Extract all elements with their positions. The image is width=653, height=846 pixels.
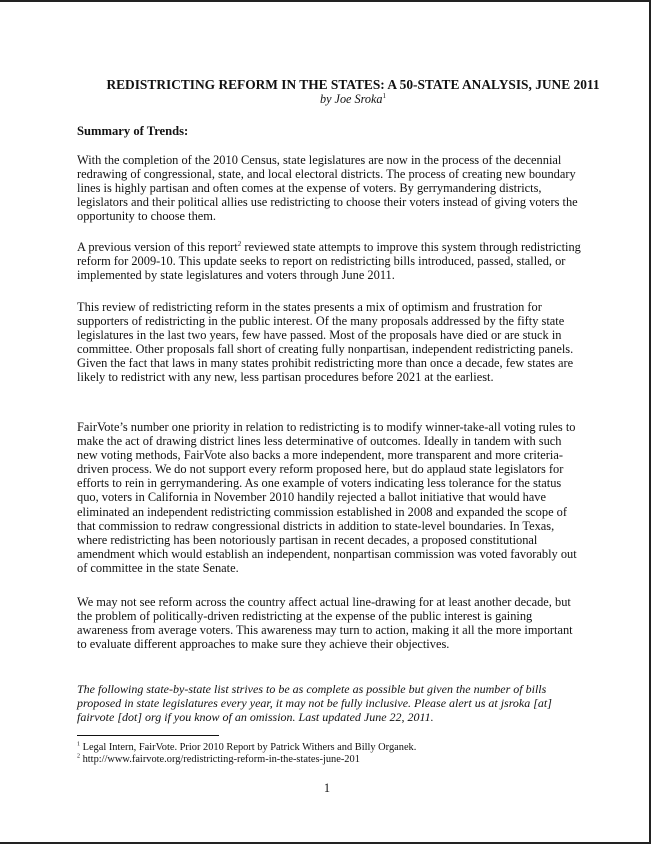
paragraph-review: This review of redistricting reform in the states presents a mix of optimism and frustration for supporters of redistricting in the public interest. Of the many proposals addressed by the fifty state legislatures in the last two years, few have passed. Most of the proposals have died or are stuck in committee. Other proposals fall short of creating fully nonpartisan, independent redistricting panels. Given the fact that laws in many states prohibit redistricting more than once a decade, few states are likely to redistrict with any new, less partisan procedures before 2021 at the earliest. [77, 300, 574, 385]
paragraph-fairvote-priority: FairVote’s number one priority in relation to redistricting is to modify winner-take-all voting rules to make the act of drawing district lines less determinative of outcomes. Ideally in tandem with such new voting methods, FairVote also backs a more independent, more transparent and more criteria-driven process. We do not support every reform proposed here, but do applaud state legislators for efforts to rein in gerrymandering. As one example of voters indicating less tolerance for the status quo, voters in California in November 2010 handily rejected a ballot initiative that would have eliminated an independent redistricting commission established in 2008 and expanded the scope of that commission to redraw congressional districts in addition to state-level boundaries. In Texas, where redistricting has been notoriously partisan in recent decades, a proposed constitutional amendment which would establish an independent, nonpartisan commission was voted favorably out of committee in the state Senate. [77, 420, 577, 575]
section-heading: Summary of Trends: [77, 124, 189, 138]
footnote-ref-2[interactable]: 2 [237, 239, 242, 248]
footnote-2 [77, 754, 360, 766]
italic-note: The following state-by-state list strives to be as complete as possible but given the number of bills proposed in state legislatures every year, it may not be fully inclusive. Please alert us at jsroka [at] fairvote [dot] org if you know of an omission. Last updated June 22, 2011. [77, 682, 552, 725]
page-number: 1 [323, 781, 331, 795]
document-title [63, 77, 643, 93]
byline-text: by Joe Sroka [320, 92, 383, 106]
paragraph-previous-report [77, 240, 582, 282]
footnote-text: Legal Intern, FairVote. Prior 2010 Report by Patrick Withers and Billy Organek. [80, 742, 417, 753]
title-text: REDISTRICTING REFORM IN THE STATES: A 50-STATE ANALYSIS, JUNE 2011 [106, 77, 600, 92]
paragraph-text: A previous version of this report [77, 240, 238, 254]
footnote-separator [77, 735, 219, 736]
paragraph-outlook: We may not see reform across the country affect actual line-drawing for at least another decade, but the problem of politically-driven redistricting at the expense of the public interest is gaining awareness from average voters. This awareness may turn to action, making it all the more important to evaluate different approaches to make sure they achieve their objectives. [77, 595, 573, 652]
byline [63, 92, 643, 106]
footnote-number: 2 [77, 753, 80, 760]
paragraph-census: With the completion of the 2010 Census, state legislatures are now in the process of the decennial redrawing of congressional, state, and local electoral districts. The process of creating new boundary lines is highly partisan and often comes at the expense of voters. By gerrymandering districts, legislators and their political allies use redistricting to choose their voters instead of giving voters the opportunity to choose them. [77, 153, 578, 224]
footnote-ref-1[interactable]: 1 [382, 91, 386, 100]
paragraph-text: reviewed state attempts to improve this system through redistricting reform for 2009-10. This update seeks to report on redistricting bills introduced, passed, stalled, or implemented by state legislatures and voters through June 2011. [77, 240, 581, 283]
footnote-link[interactable]: http://www.fairvote.org/redistricting-reform-in-the-states-june-201 [80, 754, 360, 765]
footnote-number: 1 [77, 741, 80, 748]
footnote-1 [77, 742, 416, 754]
